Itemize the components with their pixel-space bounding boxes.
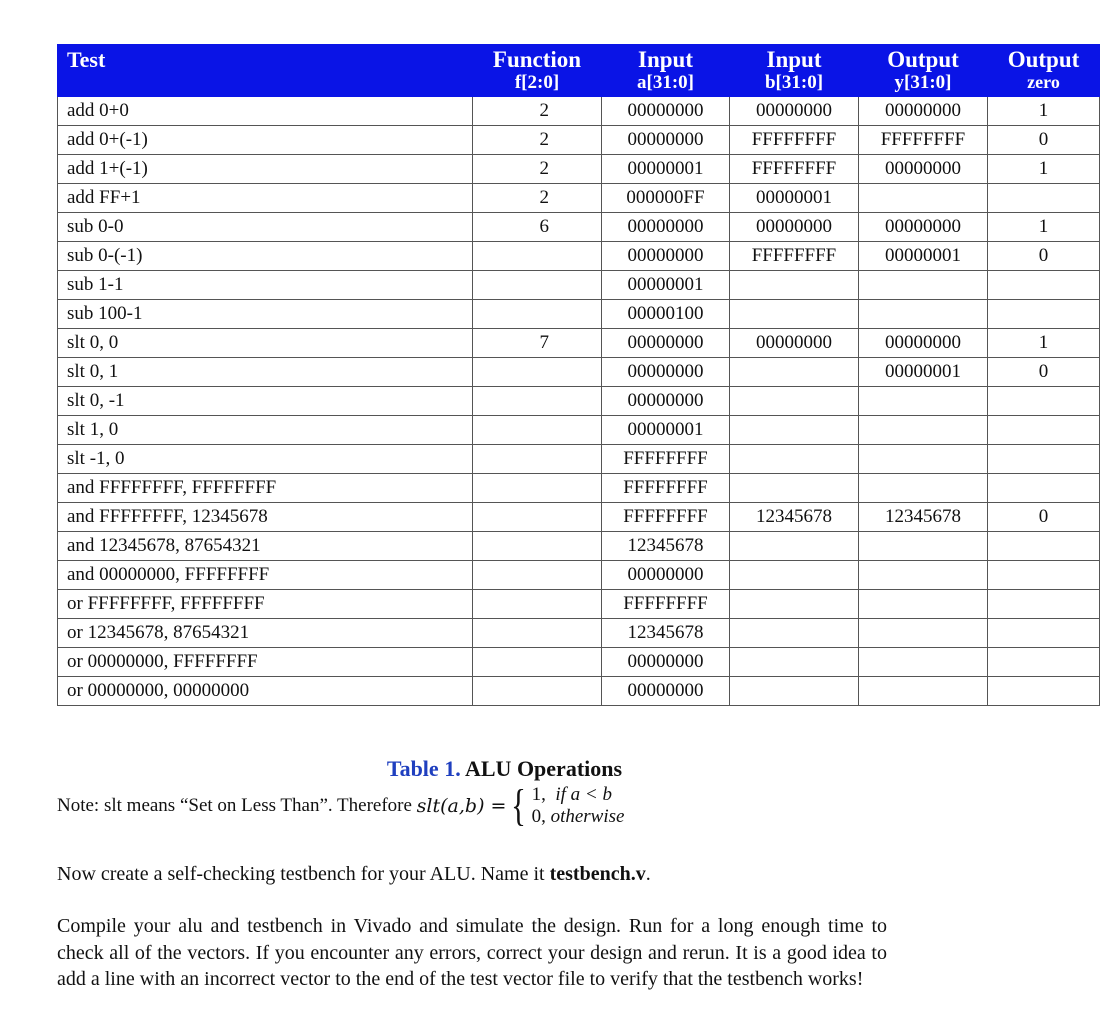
cell-test: add 0+0 [58,97,473,126]
cell-input-b: FFFFFFFF [730,242,859,271]
table-row [58,387,1100,416]
cell-output-zero: 0 [988,126,1100,155]
table-row [58,358,1100,387]
cell-test: slt 0, 1 [58,358,473,387]
cell-test: or 12345678, 87654321 [58,619,473,648]
note-cases [532,784,625,828]
cell-input-a: 00000001 [602,155,730,184]
cell-input-a: 00000000 [602,561,730,590]
table-header [58,45,1100,97]
cell-test: slt 0, -1 [58,387,473,416]
cell-output-y: 00000000 [859,329,988,358]
alu-operations-table [57,44,1100,706]
cell-function [473,561,602,590]
cell-input-b [730,532,859,561]
cell-input-a: FFFFFFFF [602,445,730,474]
cell-input-b: 00000000 [730,97,859,126]
cell-test: or FFFFFFFF, FFFFFFFF [58,590,473,619]
table-body [58,97,1100,706]
cell-test: sub 0-(-1) [58,242,473,271]
cell-output-zero [988,474,1100,503]
testbench-instruction: Now create a self-checking testbench for your ALU. Name it testbench.v. [57,863,651,885]
cell-output-zero: 0 [988,503,1100,532]
header-output-y: Output y[31:0] [859,45,988,97]
cell-test: and 12345678, 87654321 [58,532,473,561]
cell-output-zero: 1 [988,213,1100,242]
cell-output-zero [988,532,1100,561]
cell-output-zero [988,416,1100,445]
cell-output-y [859,387,988,416]
cell-input-b [730,300,859,329]
cell-input-b [730,677,859,706]
cell-output-y: 00000001 [859,242,988,271]
cell-output-zero [988,590,1100,619]
cell-input-a: 00000000 [602,97,730,126]
table-row [58,503,1100,532]
header-input-b: Input b[31:0] [730,45,859,97]
cell-test: sub 0-0 [58,213,473,242]
table-row [58,184,1100,213]
cell-output-y: 00000001 [859,358,988,387]
cell-input-b: 00000000 [730,213,859,242]
cell-output-y: 00000000 [859,97,988,126]
cell-output-zero: 1 [988,329,1100,358]
header-output-zero: Output zero [988,45,1100,97]
cell-input-a: 00000000 [602,126,730,155]
cell-input-a: FFFFFFFF [602,474,730,503]
table-row [58,677,1100,706]
cell-test: add 1+(-1) [58,155,473,184]
table-row [58,474,1100,503]
cell-output-zero: 1 [988,155,1100,184]
cell-output-y [859,184,988,213]
cell-output-zero: 1 [988,97,1100,126]
cell-test: add FF+1 [58,184,473,213]
cell-output-y: 12345678 [859,503,988,532]
cell-function [473,445,602,474]
header-function: Function f[2:0] [473,45,602,97]
cell-output-zero [988,445,1100,474]
testbench-filename: testbench.v [549,863,646,885]
cell-function: 7 [473,329,602,358]
cell-function [473,619,602,648]
cell-input-b: FFFFFFFF [730,126,859,155]
cell-input-b [730,590,859,619]
cell-input-a: 00000001 [602,271,730,300]
cell-input-b: 12345678 [730,503,859,532]
cell-input-b: FFFFFFFF [730,155,859,184]
table-row [58,590,1100,619]
table-row [58,619,1100,648]
cell-input-a: 00000000 [602,213,730,242]
cell-input-b: 00000000 [730,329,859,358]
cell-output-zero [988,561,1100,590]
cell-function [473,416,602,445]
cell-function [473,300,602,329]
cell-test: or 00000000, 00000000 [58,677,473,706]
cell-test: and 00000000, FFFFFFFF [58,561,473,590]
cell-input-a: 000000FF [602,184,730,213]
table-row [58,271,1100,300]
table-row [58,242,1100,271]
cell-test: and FFFFFFFF, 12345678 [58,503,473,532]
cell-test: slt -1, 0 [58,445,473,474]
cell-output-zero [988,184,1100,213]
table-row [58,300,1100,329]
cell-function [473,590,602,619]
cell-input-b [730,561,859,590]
cell-function [473,474,602,503]
cell-function [473,503,602,532]
simulation-instruction: Compile your alu and testbench in Vivado and simulate the design. Run for a long enough time to check all of the vectors. If you encounter any errors, correct your design and rerun. It is a good idea to add a line with an incorrect vector to the end of the test vector file to verify that the testbench works! [57,915,887,990]
cell-output-y [859,619,988,648]
cell-function [473,271,602,300]
cell-output-zero: 0 [988,242,1100,271]
cell-input-a: 00000000 [602,329,730,358]
cell-function: 6 [473,213,602,242]
caption-title: ALU Operations [465,756,623,781]
table-row [58,445,1100,474]
cell-function: 2 [473,184,602,213]
cell-function: 2 [473,126,602,155]
cell-test: add 0+(-1) [58,126,473,155]
table-row [58,561,1100,590]
cell-input-a: 00000000 [602,677,730,706]
slt-note [57,782,624,830]
cell-input-a: 00000000 [602,387,730,416]
cell-output-zero [988,619,1100,648]
cell-output-y: 00000000 [859,213,988,242]
cell-input-b [730,271,859,300]
case-2: 0, otherwise [531,806,625,827]
note-function: slt(a,b) = [416,795,507,817]
cell-input-a: 00000000 [602,648,730,677]
table-row [58,532,1100,561]
cell-function [473,242,602,271]
case-brace: { [511,781,527,830]
cell-function [473,532,602,561]
cell-output-y [859,561,988,590]
table-row [58,213,1100,242]
cell-output-zero [988,387,1100,416]
cell-function: 2 [473,97,602,126]
cell-function [473,387,602,416]
cell-input-a: FFFFFFFF [602,590,730,619]
cell-input-b [730,619,859,648]
cell-output-y [859,590,988,619]
cell-output-y [859,677,988,706]
cell-input-a: 12345678 [602,619,730,648]
cell-function [473,358,602,387]
cell-test: slt 1, 0 [58,416,473,445]
header-test: Test [58,45,473,97]
cell-output-y: FFFFFFFF [859,126,988,155]
cell-output-zero [988,271,1100,300]
cell-output-zero: 0 [988,358,1100,387]
table-row [58,648,1100,677]
cell-test: or 00000000, FFFFFFFF [58,648,473,677]
cell-test: sub 1-1 [58,271,473,300]
cell-output-y [859,474,988,503]
cell-input-b [730,358,859,387]
table-row [58,155,1100,184]
table-row [58,416,1100,445]
table-row [58,126,1100,155]
cell-output-y [859,532,988,561]
table-row [58,97,1100,126]
cell-input-b [730,474,859,503]
header-input-a: Input a[31:0] [602,45,730,97]
cell-function [473,677,602,706]
cell-input-a: FFFFFFFF [602,503,730,532]
cell-input-a: 00000100 [602,300,730,329]
cell-output-y [859,300,988,329]
cell-input-b [730,648,859,677]
cell-input-a: 12345678 [602,532,730,561]
cell-output-y [859,416,988,445]
cell-output-y [859,648,988,677]
cell-input-a: 00000000 [602,358,730,387]
cell-output-y [859,271,988,300]
table-row [58,329,1100,358]
cell-function: 2 [473,155,602,184]
cell-function [473,648,602,677]
cell-input-b: 00000001 [730,184,859,213]
cell-input-b [730,445,859,474]
cell-input-b [730,416,859,445]
cell-output-y [859,445,988,474]
cell-input-b [730,387,859,416]
cell-output-zero [988,648,1100,677]
cell-output-y: 00000000 [859,155,988,184]
cell-test: sub 100-1 [58,300,473,329]
cell-test: slt 0, 0 [58,329,473,358]
cell-input-a: 00000000 [602,242,730,271]
cell-output-zero [988,300,1100,329]
cell-output-zero [988,677,1100,706]
cell-test: and FFFFFFFF, FFFFFFFF [58,474,473,503]
case-1: 1, if a < b [531,784,612,805]
table-caption [0,756,1009,782]
note-prefix: Note: slt means “Set on Less Than”. Therefore [57,795,412,816]
caption-number: Table 1. [386,756,461,781]
cell-input-a: 00000001 [602,416,730,445]
